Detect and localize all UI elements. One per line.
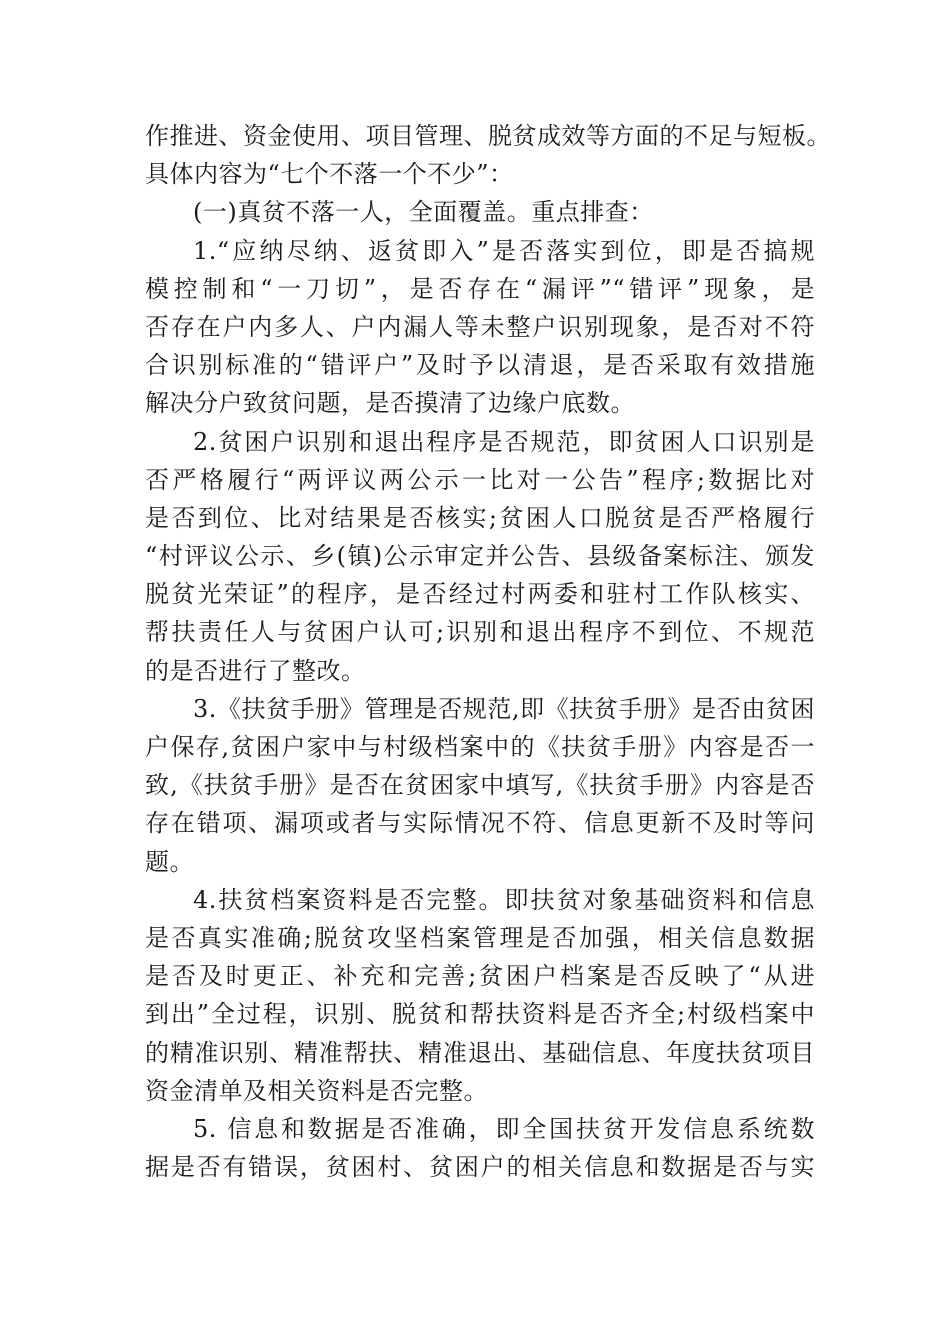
text-line: 解决分户致贫问题，是否摸清了边缘户底数。 [145,389,635,418]
text-line: 是否到位、比对结果是否核实;贫困人口脱贫是否严格履行 [145,503,815,532]
text-line: 据是否有错误，贫困村、贫困户的相关信息和数据是否与实 [145,1153,815,1182]
text-line: 3.《扶贫手册》管理是否规范,即《扶贫手册》是否由贫困 [193,694,815,723]
text-line: 具体内容为“七个不落一个不少”： [145,160,514,189]
text-line: 否严格履行“两评议两公示一比对一公告”程序;数据比对 [145,465,815,494]
text-line: 帮扶责任人与贫困户认可;识别和退出程序不到位、不规范 [145,618,815,647]
text-line: 模控制和“一刀切”，是否存在“漏评”“错评”现象，是 [145,274,815,303]
section-heading: (一)真贫不落一人，全面覆盖。重点排查： [193,198,654,227]
text-line: 脱贫光荣证”的程序，是否经过村两委和驻村工作队核实、 [145,580,815,609]
text-line: 2.贫困户识别和退出程序是否规范，即贫困人口识别是 [193,427,815,456]
text-line: 5. 信息和数据是否准确，即全国扶贫开发信息系统数 [193,1114,815,1143]
text-line: 致,《扶贫手册》是否在贫困家中填写,《扶贫手册》内容是否 [145,771,815,800]
text-line: 的精准识别、精准帮扶、精准退出、基础信息、年度扶贫项目 [145,1038,815,1067]
text-line: 是否真实准确;脱贫攻坚档案管理是否加强，相关信息数据 [145,923,815,952]
text-line: 作推进、资金使用、项目管理、脱贫成效等方面的不足与短板。 [145,122,831,150]
text-line: 合识别标准的“错评户”及时予以清退，是否采取有效措施 [145,351,815,380]
text-line: 户保存,贫困户家中与村级档案中的《扶贫手册》内容是否一 [145,733,815,761]
document-body [145,117,831,1186]
text-line: 资金清单及相关资料是否完整。 [145,1076,488,1105]
text-line: “村评议公示、乡(镇)公示审定并公告、县级备案标注、颁发 [145,542,815,571]
text-line: 题。 [145,847,194,876]
text-line: 存在错项、漏项或者与实际情况不符、信息更新不及时等问 [145,809,815,838]
text-line: 到出”全过程，识别、脱贫和帮扶资料是否齐全;村级档案中 [145,1000,815,1029]
text-line: 的是否进行了整改。 [145,656,366,685]
text-line: 是否及时更正、补充和完善;贫困户档案是否反映了“从进 [145,962,815,991]
text-line: 4.扶贫档案资料是否完整。即扶贫对象基础资料和信息 [193,885,815,914]
text-line: 1.“应纳尽纳、返贫即入”是否落实到位，即是否搞规 [193,236,815,265]
text-line: 否存在户内多人、户内漏人等未整户识别现象，是否对不符 [145,312,815,341]
